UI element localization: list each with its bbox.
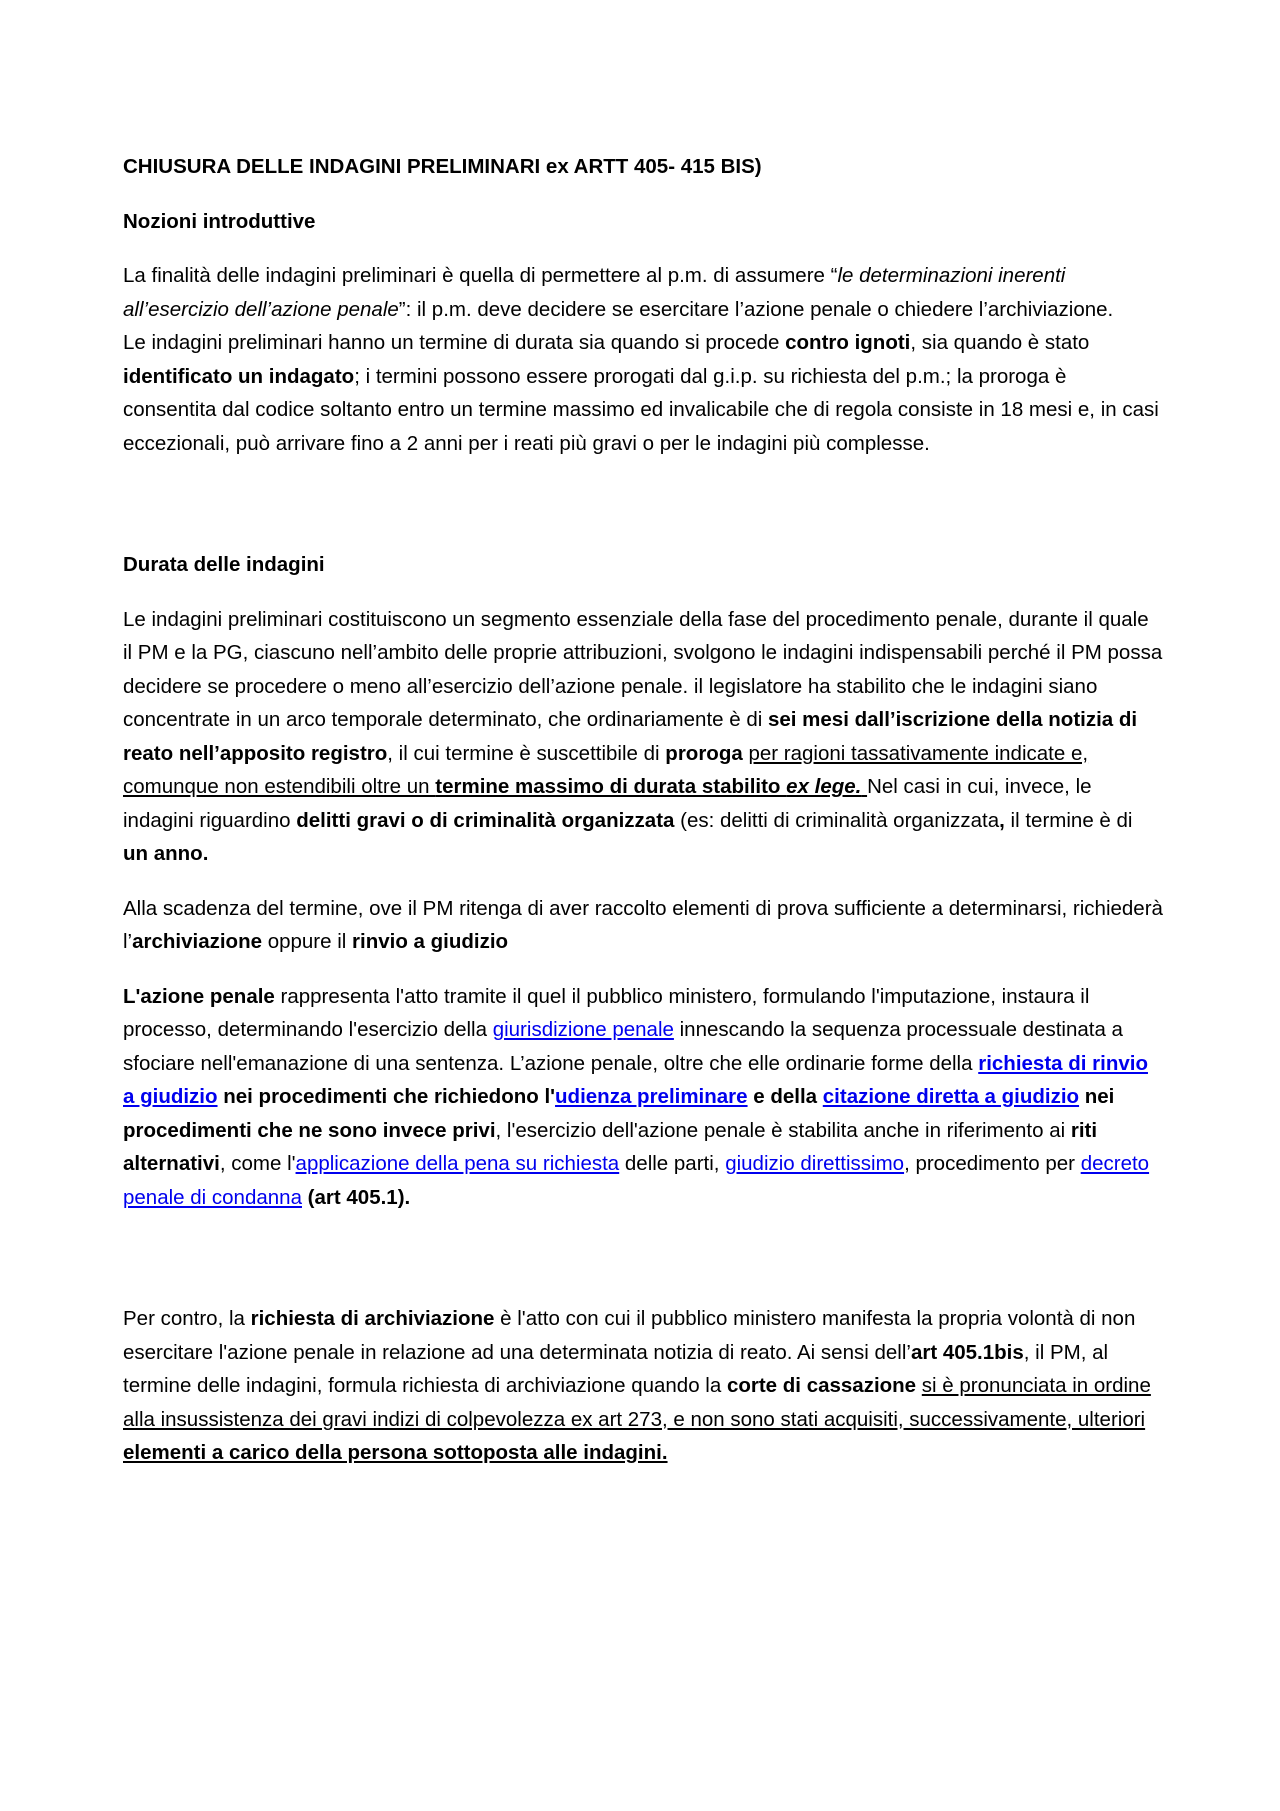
document-title: CHIUSURA DELLE INDAGINI PRELIMINARI ex ARTT 405- 415 BIS) <box>123 155 762 178</box>
document-page <box>123 150 1163 1470</box>
paragraph-termine-durata: Le indagini preliminari hanno un termine di durata sia quando si procede contro ignoti, sia quando è stato identificato un indagato; i termini possono essere prorogati dal g.i.p. su richiesta del p.m.; la proroga è consentita dal codice soltanto entro un termine massimo ed invalicabile che di regola consiste in 18 mesi e, in casi eccezionali, può arrivare fino a 2 anni per i reati più gravi o per le indagini più complesse. <box>123 331 1159 455</box>
paragraph-azione-penale: L'azione penale rappresenta l'atto tramite il quel il pubblico ministero, formulando l'imputazione, instaura il processo, determinando l'esercizio della giurisdizione penale innescando la sequenza processuale destinata a sfociare nell'emanazione di una sentenza. L’azione penale, oltre che elle ordinarie forme della richiesta di rinvio a giudizio nei procedimenti che richiedono l'udienza preliminare e della citazione diretta a giudizio nei procedimenti che ne sono invece privi, l'esercizio dell'azione penale è stabilita anche in riferimento ai riti alternativi, come l'applicazione della pena su richiesta delle parti, giudizio direttissimo, procedimento per decreto penale di condanna (art 405.1). <box>123 984 1150 1209</box>
link-citazione-diretta-giudizio[interactable]: citazione diretta a giudizio <box>822 1085 1080 1108</box>
section-heading-durata: Durata delle indagini <box>123 553 325 576</box>
link-richiesta-rinvio-giudizio[interactable]: richiesta di rinvio a giudizio <box>123 1051 1148 1108</box>
paragraph-scadenza: Alla scadenza del termine, ove il PM ritenga di aver raccolto elementi di prova sufficiente a determinarsi, richiederà l’archiviazione oppure il rinvio a giudizio <box>123 896 1163 953</box>
paragraph-finalita: La finalità delle indagini preliminari è quella di permettere al p.m. di assumere “le determinazioni inerenti all’esercizio dell’azione penale”: il p.m. deve decidere se esercitare l’azione penale o chiedere l’archiviazione. <box>123 264 1114 321</box>
section-heading-nozioni: Nozioni introduttive <box>123 209 316 233</box>
paragraph-archiviazione: Per contro, la richiesta di archiviazione è l'atto con cui il pubblico ministero manifesta la propria volontà di non esercitare l'azione penale in relazione ad una determinata notizia di reato. Ai sensi dell’art 405.1bis, il PM, al termine delle indagini, formula richiesta di archiviazione quando la corte di cassazione si è pronunciata in ordine alla insussistenza dei gravi indizi di colpevolezza ex art 273, e non sono stati acquisiti, successivamente, ulteriori elementi a carico della persona sottoposta alle indagini. <box>123 1307 1151 1464</box>
link-udienza-preliminare[interactable]: udienza preliminare <box>555 1085 748 1108</box>
link-giudizio-direttissimo[interactable]: giudizio direttissimo <box>725 1152 905 1175</box>
link-decreto-penale[interactable]: decreto penale di condanna <box>123 1152 1150 1209</box>
link-giurisdizione-penale[interactable]: giurisdizione penale <box>492 1018 674 1041</box>
paragraph-durata: Le indagini preliminari costituiscono un segmento essenziale della fase del procedimento penale, durante il quale il PM e la PG, ciascuno nell’ambito delle proprie attribuzioni, svolgono le indagini indispensabili perché il PM possa decidere se procedere o meno all’esercizio dell’azione penale. il legislatore ha stabilito che le indagini siano concentrate in un arco temporale determinato, che ordinariamente è di sei mesi dall’iscrizione della notizia di reato nell’apposito registro, il cui termine è suscettibile di proroga per ragioni tassativamente indicate e, comunque non estendibili oltre un termine massimo di durata stabilito ex lege. Nel casi in cui, invece, le indagini riguardino delitti gravi o di criminalità organizzata (es: delitti di criminalità organizzata, il termine è di un anno. <box>123 607 1163 865</box>
link-applicazione-pena[interactable]: applicazione della pena su richiesta <box>295 1152 620 1175</box>
